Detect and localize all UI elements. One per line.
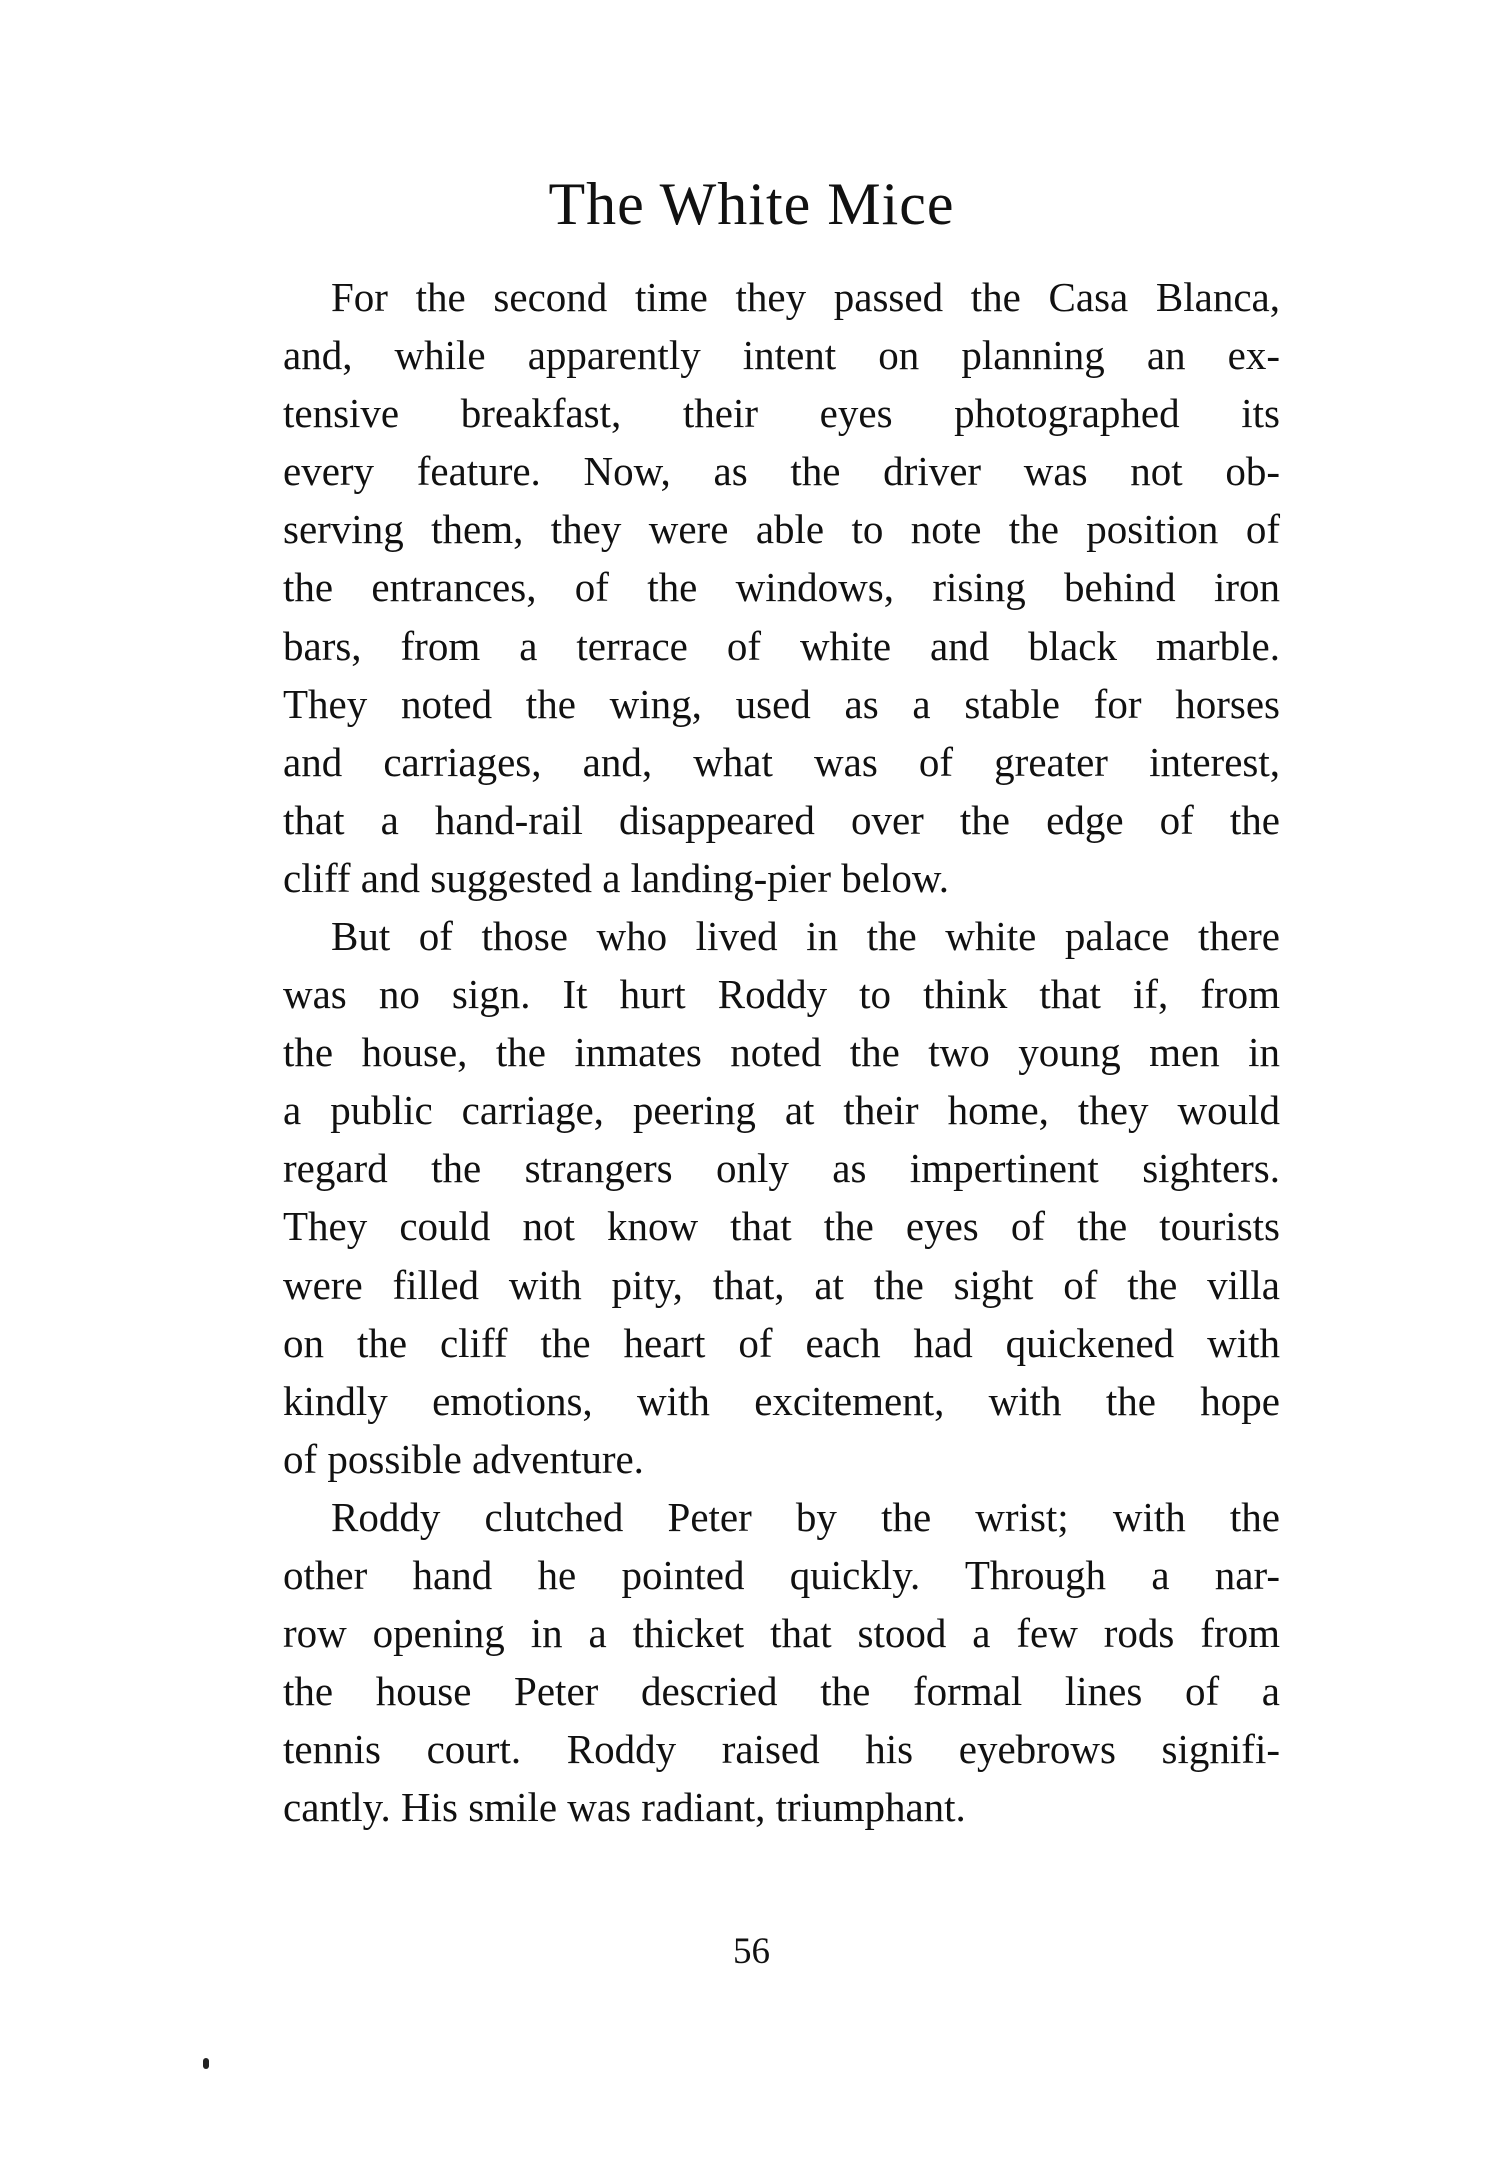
text-line: Roddy clutched Peter by the wrist; with the: [331, 1494, 1280, 1540]
text-line: kindly emotions, with excitement, with the hope: [283, 1377, 1280, 1424]
text-line: cantly. His smile was radiant, triumphant.: [283, 1784, 966, 1831]
text-line: of possible adventure.: [283, 1435, 644, 1482]
text-line: They noted the wing, used as a stable for horses: [283, 680, 1280, 727]
text-line: the house, the inmates noted the two young men in: [283, 1029, 1280, 1076]
text-line: row opening in a thicket that stood a few rods from: [283, 1610, 1280, 1657]
text-line: tensive breakfast, their eyes photographed its: [283, 390, 1280, 437]
text-line: was no sign. It hurt Roddy to think that if, from: [283, 971, 1280, 1018]
page-title: The White Mice: [548, 171, 955, 237]
text-line: that a hand-rail disappeared over the edge of the: [283, 796, 1280, 843]
text-line: the entrances, of the windows, rising behind iron: [283, 564, 1280, 611]
text-line: They could not know that the eyes of the tourists: [283, 1203, 1280, 1250]
text-line: bars, from a terrace of white and black marble.: [283, 622, 1280, 669]
text-line: a public carriage, peering at their home, they would: [283, 1087, 1280, 1134]
text-line: regard the strangers only as impertinent sighters.: [283, 1145, 1280, 1192]
text-line: serving them, they were able to note the position of: [283, 506, 1280, 553]
text-line: were filled with pity, that, at the sight of the villa: [283, 1261, 1280, 1308]
text-line: other hand he pointed quickly. Through a nar-: [283, 1552, 1280, 1599]
text-line: every feature. Now, as the driver was not ob-: [283, 448, 1280, 495]
page-number: 56: [733, 1931, 770, 1972]
text-line: and carriages, and, what was of greater interest,: [283, 738, 1280, 785]
text-line: on the cliff the heart of each had quickened with: [283, 1319, 1280, 1366]
paragraph-3: [283, 1488, 1280, 1837]
text-line: and, while apparently intent on planning an ex-: [283, 332, 1280, 379]
text-line: tennis court. Roddy raised his eyebrows signifi-: [283, 1726, 1280, 1773]
ink-speck: [203, 2058, 209, 2069]
text-line: For the second time they passed the Casa Blanca,: [331, 274, 1280, 320]
paragraph-1: [283, 268, 1280, 907]
text-line: But of those who lived in the white palace there: [331, 913, 1280, 959]
text-line: cliff and suggested a landing-pier below.: [283, 854, 950, 901]
text-line: the house Peter descried the formal lines of a: [283, 1668, 1280, 1715]
paragraph-2: [283, 907, 1280, 1488]
